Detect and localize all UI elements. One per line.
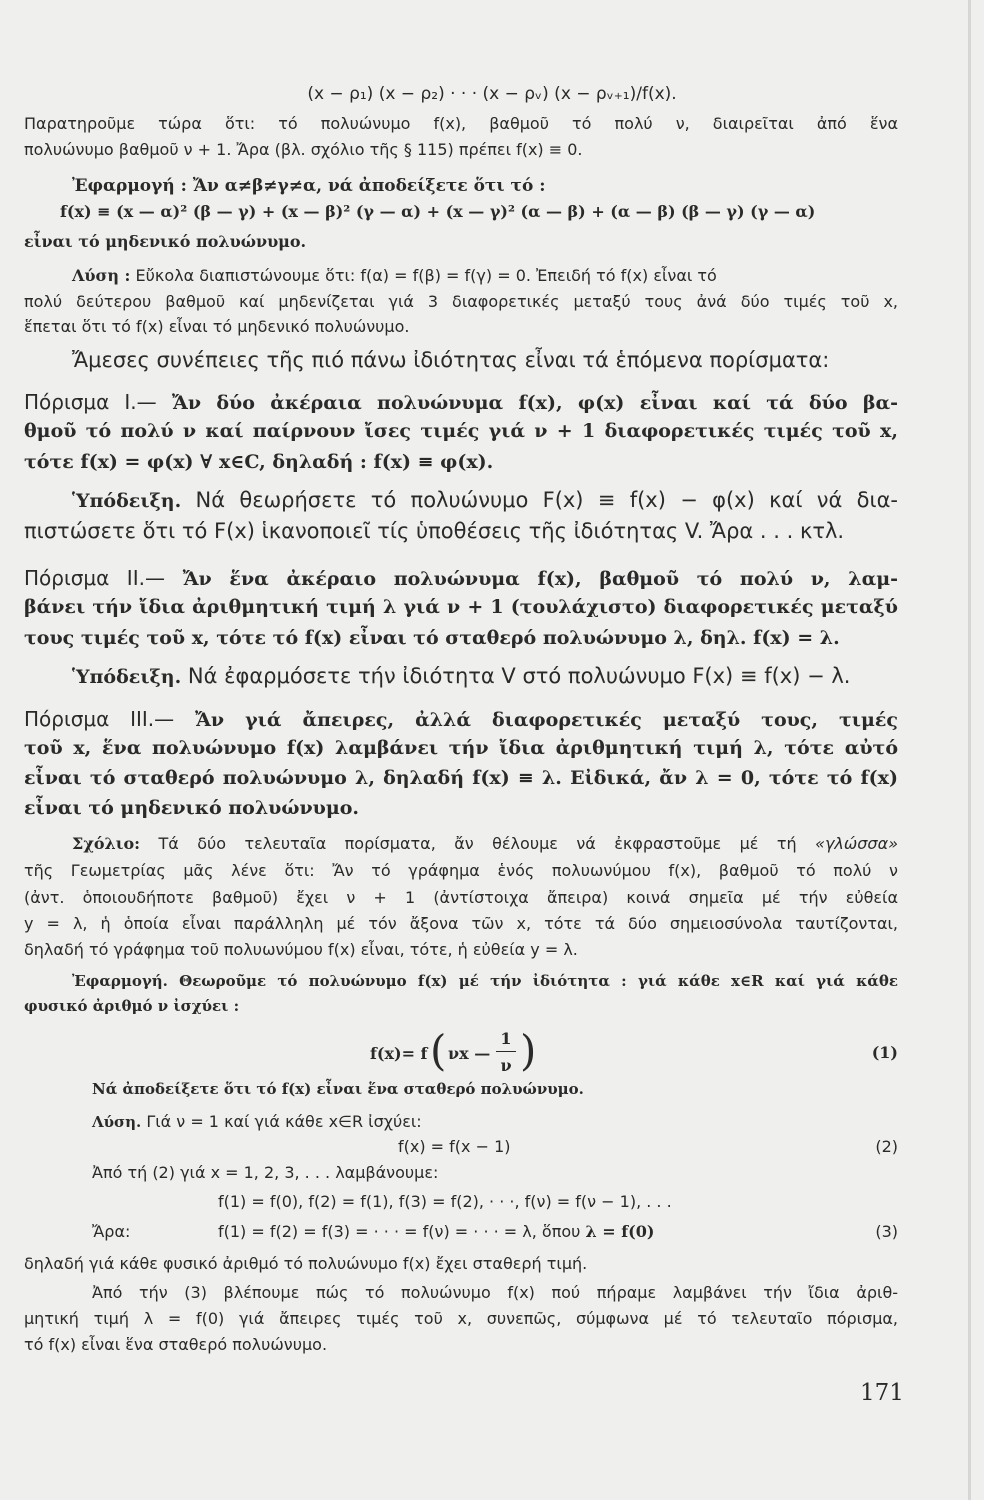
text-line: πιστώσετε ὅτι τό F(x) ἱκανοποιεῖ τίς ὑποθέσεις τῆς ἰδιότητας V. Ἄρα . . . κτλ. [24, 519, 845, 543]
solution-label: Λύση. [92, 1113, 142, 1131]
corollary-3-label: Πόρισμα ΙΙΙ.— [24, 707, 175, 731]
equation-2-tag: (2) [875, 1137, 898, 1156]
formula-line: (x − ρ₁) (x − ρ₂) · · · (x − ρᵥ) (x − ρᵥ₊₁)/f(x). [307, 84, 677, 104]
page-number: 171 [860, 1380, 904, 1406]
intro-line: Ἄμεσες συνέπειες τῆς πιό πάνω ἰδιότητας εἶναι τά ἑπόμενα πορίσματα: [72, 348, 830, 372]
text-line: θμοῦ τό πολύ ν καί παίρνουν ἴσες τιμές γιά ν + 1 διαφορετικές τιμές τοῦ x, [24, 420, 898, 442]
corollary-2-label: Πόρισμα ΙΙ.— [24, 566, 165, 590]
text-line: φυσικό ἀριθμό ν ἰσχύει : [24, 997, 240, 1015]
page-gutter [968, 0, 971, 1500]
solution-line [92, 1112, 898, 1131]
equation-1-tag: (1) [871, 1043, 898, 1062]
corollary-2-line [24, 566, 898, 590]
equation-2: f(x) = f(x − 1) [398, 1137, 511, 1156]
corollary-3-text: Ἄν γιά ἄπειρες, ἀλλά διαφορετικές μεταξύ τους, τιμές [195, 709, 898, 731]
conclusion-line [92, 1222, 898, 1241]
solution-text: Γιά ν = 1 καί γιά κάθε x∈R ἰσχύει: [146, 1112, 422, 1131]
text-line: Ἀπό τήν (3) βλέπουμε πώς τό πολυώνυμο f(x) πού πήραμε λαμβάνει τήν ἴδια ἀριθ- [92, 1283, 898, 1302]
formula-line: f(x) ≡ (x — α)² (β — γ) + (x — β)² (γ — α) + (x — γ)² (α — β) + (α — β) (β — γ) (γ — α) [60, 202, 816, 221]
corollary-3-line [24, 707, 898, 731]
application-line [72, 972, 898, 990]
hint-text: Νά θεωρήσετε τό πολυώνυμο F(x) ≡ f(x) − φ(x) καί νά δια- [195, 488, 898, 512]
comment-quote: «γλώσσα» [815, 834, 898, 853]
text-line: τό f(x) εἶναι ἕνα σταθερό πολυώνυμο. [24, 1335, 328, 1354]
application-heading: Ἐφαρμογή : Ἄν α≠β≠γ≠α, νά ἀποδείξετε ὅτι τό : [72, 176, 546, 196]
hint-line [72, 488, 898, 512]
text-line: πολύ δεύτερου βαθμοῦ καί μηδενίζεται γιά 3 διαφορετικές μεταξύ τους ἀνά δύο τιμές τοῦ x, [24, 292, 898, 311]
fraction-bar [496, 1051, 516, 1052]
equation-1-lhs: f(x)= f [370, 1044, 428, 1063]
solution-label: Λύση : [72, 266, 131, 285]
corollary-1-label: Πόρισμα Ι.— [24, 390, 157, 414]
text-line: βάνει τήν ἴδια ἀριθμητική τιμή λ γιά ν + 1 (τουλάχιστο) διαφορετικές μεταξύ [24, 596, 898, 618]
task-line: Νά ἀποδείξετε ὅτι τό f(x) εἶναι ἕνα σταθερό πολυώνυμο. [92, 1080, 584, 1098]
hint-label: Ὑπόδειξη. [72, 490, 182, 512]
comment-line [72, 834, 898, 853]
application-text: Θεωροῦμε τό πολυώνυμο f(x) μέ τήν ἰδιότητα : γιά κάθε x∈R καί γιά κάθε [179, 972, 898, 990]
text-line: εἶναι τό σταθερό πολυώνυμο λ, δηλαδή f(x) ≡ λ. Εἰδικά, ἄν λ = 0, τότε τό f(x) [24, 767, 898, 789]
hint-line [72, 664, 898, 688]
corollary-1-line [24, 390, 898, 414]
comment-label: Σχόλιο: [72, 834, 141, 853]
text-line: εἶναι τό μηδενικό πολυώνυμο. [24, 797, 360, 819]
text-line: δηλαδή τό γράφημα τοῦ πολυωνύμου f(x) εἶναι, τότε, ἡ εὐθεία y = λ. [24, 940, 578, 959]
text-line: μητική τιμή λ = f(0) γιά ἄπειρες τιμές τοῦ x, συνεπῶς, σύμφωνα μέ τό τελευταῖο πόρισμα, [24, 1309, 898, 1328]
corollary-1-text: Ἄν δύο ἀκέραια πολυώνυμα f(x), φ(x) εἶναι καί τά δύο βα- [172, 392, 898, 414]
comment-text: Τά δύο τελευταῖα πορίσματα, ἄν θέλουμε νά ἐκφραστοῦμε μέ τή [158, 834, 797, 853]
equation-sequence: f(1) = f(0), f(2) = f(1), f(3) = f(2), · · ·, f(ν) = f(ν − 1), . . . [218, 1192, 672, 1211]
text-line: τοῦ x, ἕνα πολυώνυμο f(x) λαμβάνει τήν ἴδια ἀριθμητική τιμή λ, τότε αὐτό [24, 737, 898, 759]
conclusion-equation: f(1) = f(2) = f(3) = · · · = f(ν) = · · · = λ, ὅπου [218, 1222, 581, 1241]
text-line: τῆς Γεωμετρίας μᾶς λένε ὅτι: Ἄν τό γράφημα ἑνός πολυωνύμου f(x), βαθμοῦ τό πολύ ν [24, 861, 898, 880]
fraction-denominator: ν [500, 1056, 512, 1075]
corollary-2-text: Ἄν ἕνα ἀκέραιο πολυώνυμα f(x), βαθμοῦ τό πολύ ν, λαμ- [182, 568, 898, 590]
equation-3-tag: (3) [875, 1222, 898, 1241]
conclusion-label: Ἄρα: [92, 1222, 131, 1241]
text-line: τους τιμές τοῦ x, τότε τό f(x) εἶναι τό σταθερό πολυώνυμο λ, δηλ. f(x) = λ. [24, 627, 840, 649]
right-paren: ) [520, 1026, 537, 1075]
solution-line [72, 266, 898, 285]
text-line: πολυώνυμο βαθμοῦ ν + 1. Ἄρα (βλ. σχόλιο τῆς § 115) πρέπει f(x) ≡ 0. [24, 140, 583, 159]
left-paren: ( [430, 1026, 447, 1075]
text-line: Ἀπό τή (2) γιά x = 1, 2, 3, . . . λαμβάνουμε: [92, 1163, 439, 1182]
fraction-numerator: 1 [500, 1029, 512, 1048]
equation-1 [370, 1024, 600, 1084]
text-line: y = λ, ἡ ὁποία εἶναι παράλληλη μέ τόν ἄξονα τῶν x, τότε τά δύο σημειοσύνολα ταυτίζονται, [24, 914, 898, 933]
text-line: εἶναι τό μηδενικό πολυώνυμο. [24, 232, 307, 251]
conclusion-chain [218, 1222, 654, 1241]
text-line: τότε f(x) = φ(x) ∀ x∈C, δηλαδή : f(x) ≡ φ(x). [24, 451, 494, 473]
solution-text: Εὔκολα διαπιστώνουμε ὅτι: f(α) = f(β) = f(γ) = 0. Ἐπειδή τό f(x) εἶναι τό [135, 266, 717, 285]
text-line: (ἀντ. ὁποιουδήποτε βαθμοῦ) ἔχει ν + 1 (ἀντίστοιχα ἄπειρα) κοινά σημεῖα μέ τήν εὐθεία [24, 888, 898, 907]
hint-label: Ὑπόδειξη. [72, 666, 182, 688]
text-line: ἕπεται ὅτι τό f(x) εἶναι τό μηδενικό πολυώνυμο. [24, 317, 410, 336]
hint-text: Νά ἐφαρμόσετε τήν ἰδιότητα V στό πολυώνυμο F(x) ≡ f(x) − λ. [187, 664, 851, 688]
lambda-definition: λ = f(0) [585, 1222, 655, 1241]
text-line: δηλαδή γιά κάθε φυσικό ἀριθμό τό πολυώνυμο f(x) ἔχει σταθερή τιμή. [24, 1254, 588, 1273]
application-label: Ἐφαρμογή. [72, 972, 168, 990]
text-line: Παρατηροῦμε τώρα ὅτι: τό πολυώνυμο f(x), βαθμοῦ τό πολύ ν, διαιρεῖται ἀπό ἕνα [24, 114, 898, 133]
equation-1-term: νx — [448, 1044, 491, 1063]
